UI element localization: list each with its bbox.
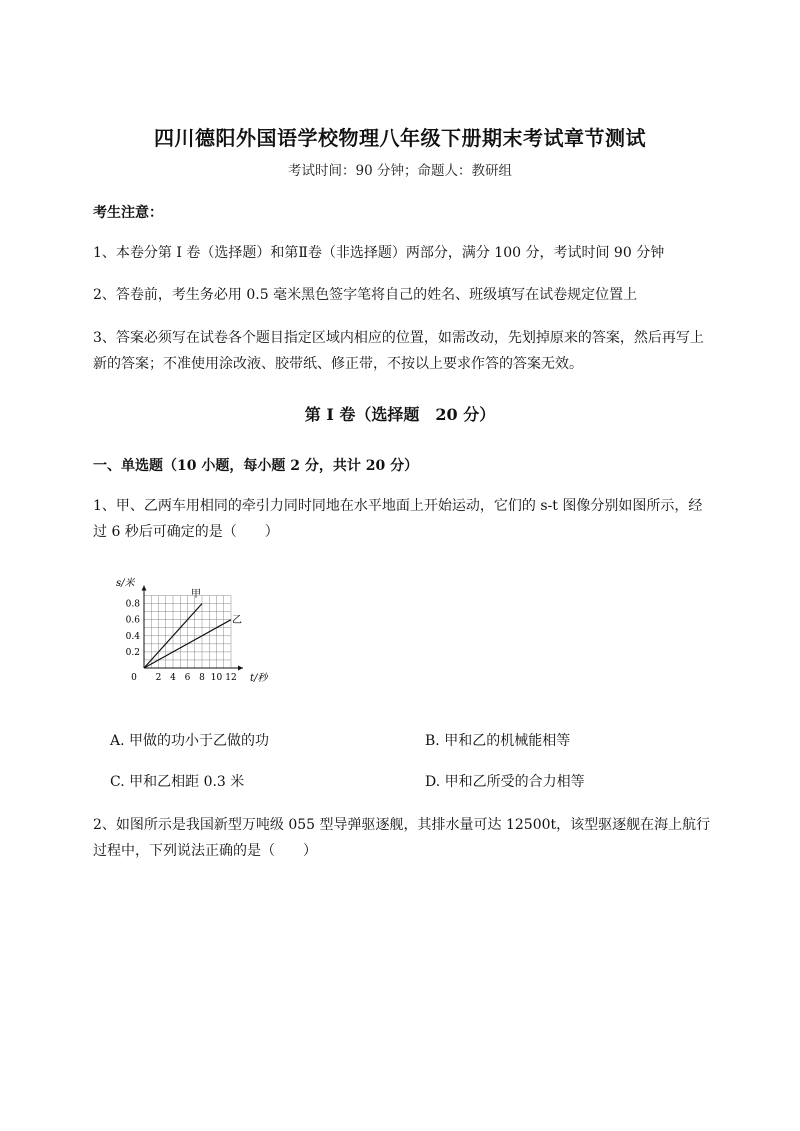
chart-ticks xyxy=(126,600,237,683)
x-tick-label: 6 xyxy=(184,673,191,683)
x-axis-arrow xyxy=(238,666,243,671)
x-tick-label: 2 xyxy=(155,673,162,683)
notice-item-3: 3、答案必须写在试卷各个题目指定区域内相应的位置，如需改动，先划掉原来的答案，然后再写上新的答案；不准使用涂改液、胶带纸、修正带，不按以上要求作答的答案无效。 xyxy=(93,330,704,372)
notice-item-2: 2、答卷前，考生务必用 0.5 毫米黑色签字笔将自己的姓名、班级填写在试卷规定位置上 xyxy=(93,287,638,303)
x-tick-label: 0 xyxy=(131,673,137,683)
series-label-jia: 甲 xyxy=(191,589,201,600)
notice-item-1: 1、本卷分第 I 卷（选择题）和第Ⅱ卷（非选择题）两部分，满分 100 分，考试时间 90 分钟 xyxy=(93,245,665,261)
x-tick-label: 8 xyxy=(199,673,205,683)
page-title: 四川德阳外国语学校物理八年级下册期末考试章节测试 xyxy=(154,126,646,150)
x-axis-label: t/秒 xyxy=(250,673,268,684)
chart-grid xyxy=(144,596,231,668)
y-tick-label: 0.2 xyxy=(125,647,140,658)
y-axis-arrow xyxy=(142,586,147,591)
option-d[interactable]: D. 甲和乙所受的合力相等 xyxy=(425,774,585,790)
option-b[interactable]: B. 甲和乙的机械能相等 xyxy=(425,733,571,749)
option-a[interactable]: A. 甲做的功小于乙做的功 xyxy=(110,733,270,749)
exam-info: 考试时间：90 分钟；命题人：教研组 xyxy=(288,163,512,179)
x-tick-label: 12 xyxy=(225,673,237,683)
y-axis-label: s/米 xyxy=(116,578,135,589)
st-chart xyxy=(110,572,280,692)
y-tick-label: 0.4 xyxy=(125,631,140,642)
y-tick-label: 0.8 xyxy=(125,599,140,610)
x-tick-label: 10 xyxy=(210,673,223,683)
part-heading: 一、单选题（10 小题，每小题 2 分，共计 20 分） xyxy=(93,458,419,474)
question-2-stem: 2、如图所示是我国新型万吨级 055 型导弹驱逐舰，其排水量可达 12500t，该型驱逐舰在海上航行过程中，下列说法正确的是（ ） xyxy=(93,817,711,859)
option-c[interactable]: C. 甲和乙相距 0.3 米 xyxy=(110,774,245,790)
section-heading: 第 I 卷（选择题 20 分） xyxy=(304,405,496,424)
x-tick-label: 4 xyxy=(170,673,176,683)
series-label-yi: 乙 xyxy=(232,615,242,626)
question-1-stem: 1、甲、乙两车用相同的牵引力同时同地在水平地面上开始运动，它们的 s-t 图像分别如图所示，经过 6 秒后可确定的是（ ） xyxy=(93,498,703,540)
notice-heading: 考生注意： xyxy=(93,205,163,221)
y-tick-label: 0.6 xyxy=(125,615,140,626)
